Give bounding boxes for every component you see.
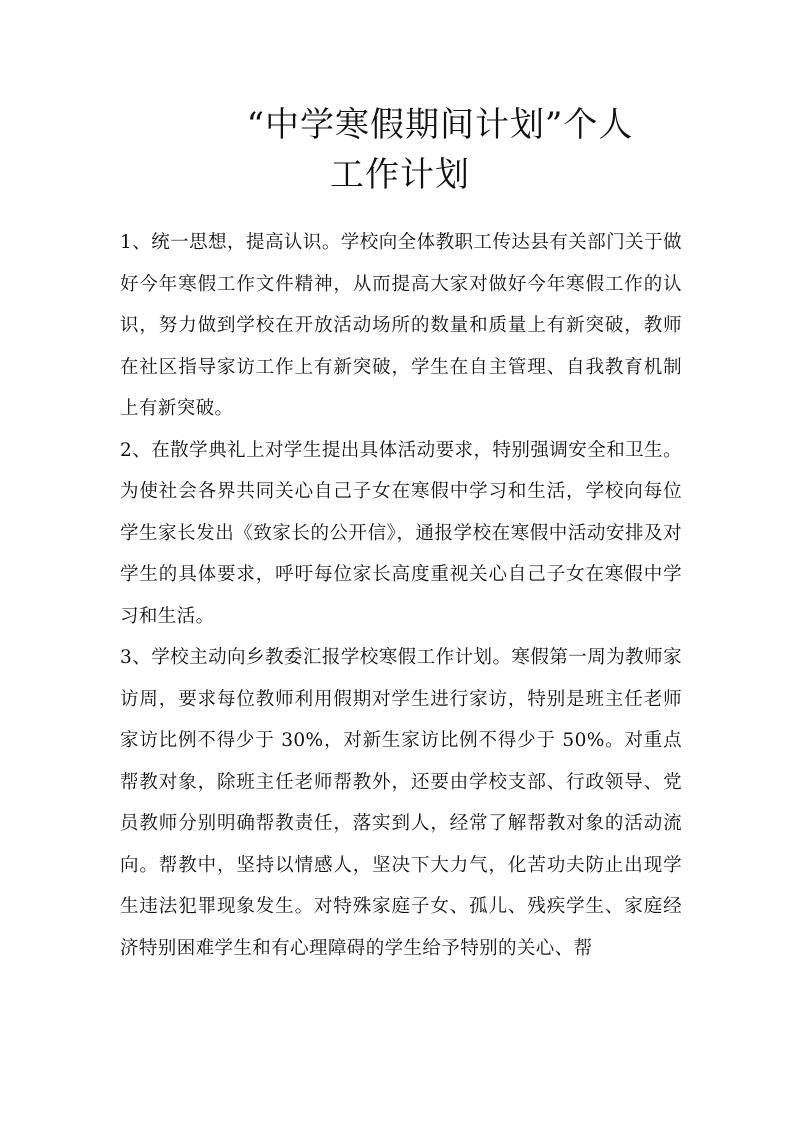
document-title-line-1: “中学寒假期间计划”个人	[246, 105, 634, 145]
paragraph-1: 1、统一思想，提高认识。学校向全体教职工传达县有关部门关于做好今年寒假工作文件精神，从而提高大家对做好今年寒假工作的认识，努力做到学校在开放活动场所的数量和质量上有新突破，教师在社区指导家访工作上有新突破，学生在自主管理、自我教育机制上有新突破。	[120, 232, 682, 419]
paragraph-3: 3、学校主动向乡教委汇报学校寒假工作计划。寒假第一周为教师家访周，要求每位教师利用假期对学生进行家访，特别是班主任老师家访比例不得少于 30%，对新生家访比例不得少于 50%。对重点帮教对象，除班主任老师帮教外，还要由学校支部、行政领导、党员教师分别明确帮教责任，落实到人，经常了解帮教对象的活动流向。帮教中，坚持以情感人，坚决下大力气，化苦功夫防止出现学生违法犯罪现象发生。对特殊家庭子女、孤儿、残疾学生、家庭经济特别困难学生和有心理障碍的学生给予特别的关心、帮	[120, 647, 682, 959]
paragraph-2: 2、在散学典礼上对学生提出具体活动要求，特别强调安全和卫生。为使社会各界共同关心自己子女在寒假中学习和生活，学校向每位学生家长发出《致家长的公开信》，通报学校在寒假中活动安排及对学生的具体要求，呼吁每位家长高度重视关心自己子女在寒假中学习和生活。	[120, 439, 682, 627]
document-title-line-2: 工作计划	[330, 155, 470, 195]
document-body	[120, 222, 682, 969]
